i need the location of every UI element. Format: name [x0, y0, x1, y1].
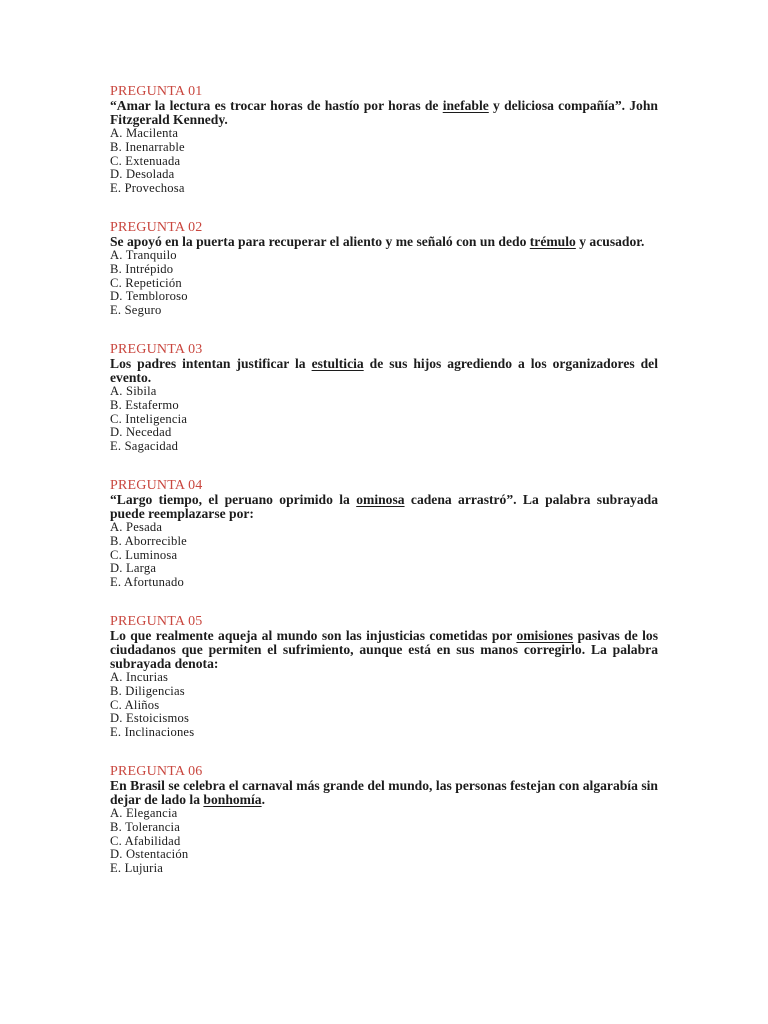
option-a: A. Sibila: [110, 383, 157, 398]
question-title: PREGUNTA 03: [110, 341, 203, 357]
options-list: [110, 671, 658, 740]
options-list: [110, 807, 658, 876]
stem-text: Los padres intentan justificar la: [110, 355, 312, 371]
option-c: C. Inteligencia: [110, 411, 188, 426]
options-list: [110, 385, 658, 454]
question-stem: [110, 629, 658, 671]
option-e: E. Provechosa: [110, 181, 185, 196]
option-d: D. Ostentación: [110, 847, 189, 862]
options-list: [110, 249, 658, 318]
option-c: C. Repetición: [110, 275, 182, 290]
option-c: C. Luminosa: [110, 547, 178, 562]
option-d: D. Larga: [110, 561, 157, 576]
question-4: [110, 478, 658, 590]
option-b: B. Intrépido: [110, 261, 174, 276]
option-c: C. Aliños: [110, 697, 160, 712]
option-a: A. Elegancia: [110, 805, 178, 820]
option-e: E. Afortunado: [110, 575, 184, 590]
stem-text: pasivas de los ciudadanos que permiten el sufrimiento, aunque está en sus manos corregirlo. La palabra subrayada denota:: [110, 627, 658, 671]
stem-text: “Largo tiempo, el peruano oprimido la: [110, 491, 357, 507]
option-b: B. Diligencias: [110, 683, 185, 698]
option-b: B. Aborrecible: [110, 533, 187, 548]
option-c: C. Extenuada: [110, 153, 181, 168]
stem-text: cadena arrastró”. La palabra subrayada puede reemplazarse por:: [110, 491, 658, 521]
question-stem: [110, 99, 658, 127]
option-d: D. Desolada: [110, 167, 175, 182]
question-6: [110, 764, 658, 876]
option-e: E. Lujuria: [110, 861, 164, 876]
option-e: E. Inclinaciones: [110, 725, 195, 740]
option-c: C. Afabilidad: [110, 833, 181, 848]
stem-text: y acusador.: [575, 233, 645, 249]
option-a: A. Macilenta: [110, 126, 179, 140]
underlined-word: ominosa: [356, 491, 405, 507]
question-3: [110, 342, 658, 454]
question-5: [110, 614, 658, 740]
stem-text: .: [261, 791, 265, 807]
underlined-word: omisiones: [516, 627, 574, 643]
stem-text: Se apoyó en la puerta para recuperar el aliento y me señaló con un dedo: [110, 233, 530, 249]
underlined-word: bonhomía: [203, 791, 262, 807]
option-a: A. Incurias: [110, 669, 169, 684]
question-title: PREGUNTA 05: [110, 613, 203, 629]
options-list: [110, 521, 658, 590]
option-b: B. Estafermo: [110, 397, 179, 412]
stem-text: y deliciosa compañía”. John Fitzgerald Kennedy.: [110, 98, 658, 127]
stem-text: de sus hijos agrediendo a los organizadores del evento.: [110, 355, 658, 385]
option-d: D. Tembloroso: [110, 289, 188, 304]
question-stem: [110, 493, 658, 521]
option-b: B. Tolerancia: [110, 819, 181, 834]
underlined-word: trémulo: [529, 233, 576, 249]
question-title: PREGUNTA 04: [110, 477, 203, 493]
question-title: PREGUNTA 01: [110, 84, 203, 99]
question-title: PREGUNTA 02: [110, 219, 203, 235]
stem-text: “Amar la lectura es trocar horas de hastío por horas de: [110, 98, 443, 113]
question-stem: [110, 779, 658, 807]
options-list: [110, 127, 658, 196]
option-b: B. Inenarrable: [110, 139, 185, 154]
question-stem: [110, 357, 658, 385]
question-2: [110, 220, 658, 318]
question-stem: [110, 235, 658, 249]
option-d: D. Estoicismos: [110, 711, 190, 726]
underlined-word: inefable: [442, 98, 489, 113]
stem-text: En Brasil se celebra el carnaval más grande del mundo, las personas festejan con algarabía sin dejar de lado la: [110, 777, 658, 807]
option-e: E. Sagacidad: [110, 439, 179, 454]
option-e: E. Seguro: [110, 303, 162, 318]
option-a: A. Tranquilo: [110, 247, 177, 262]
question-1: [110, 84, 658, 196]
question-title: PREGUNTA 06: [110, 763, 203, 779]
underlined-word: estulticia: [311, 355, 364, 371]
option-d: D. Necedad: [110, 425, 172, 440]
quiz-page: [110, 84, 658, 900]
option-a: A. Pesada: [110, 519, 163, 534]
stem-text: Lo que realmente aqueja al mundo son las injusticias cometidas por: [110, 627, 517, 643]
